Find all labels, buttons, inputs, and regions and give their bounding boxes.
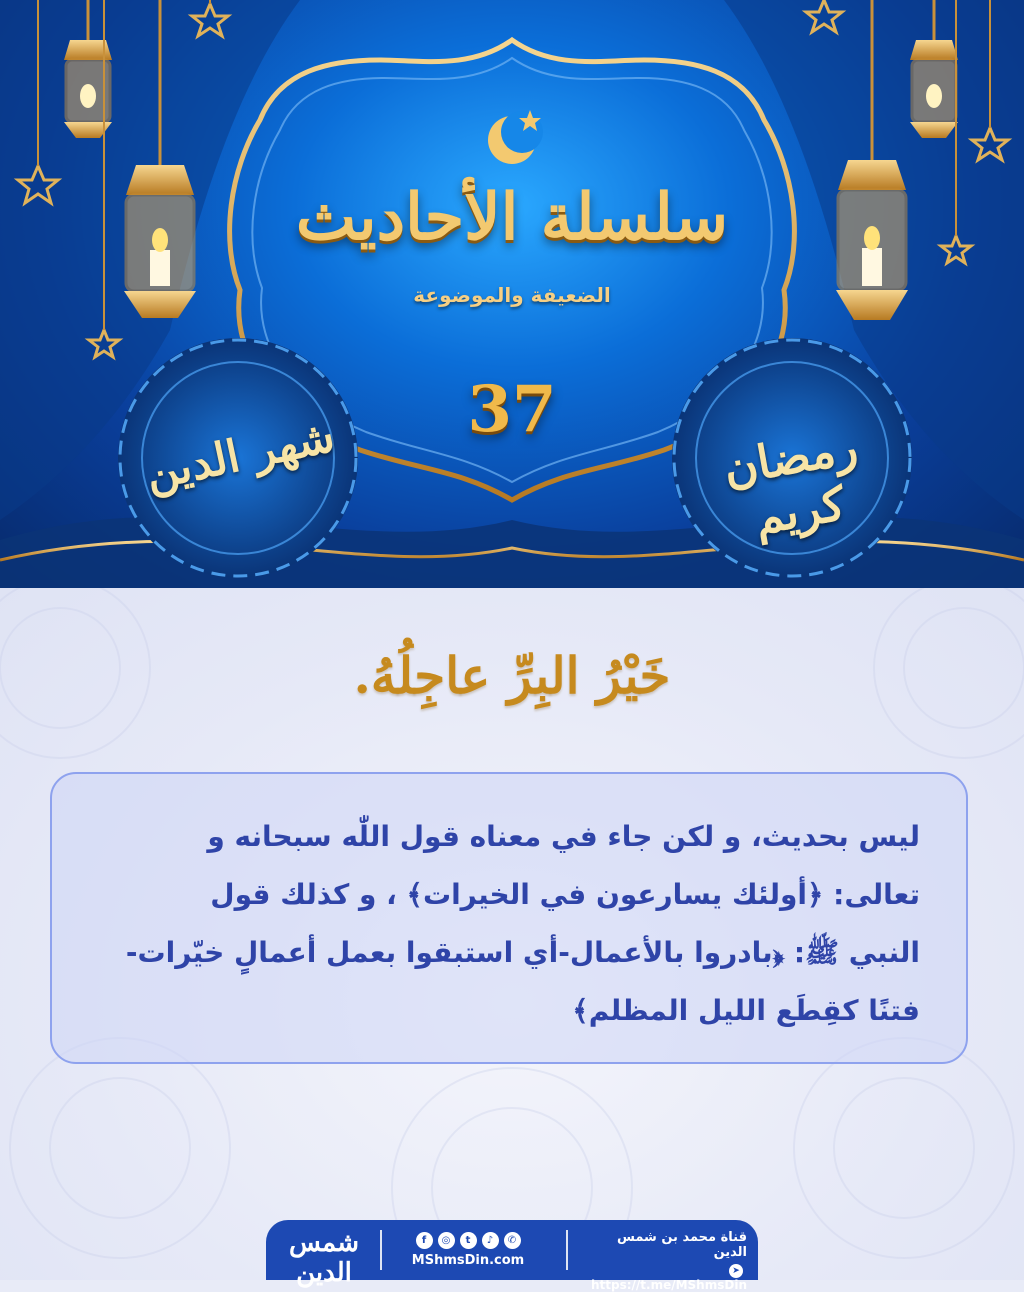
medallion-right-calligraphy: رمضان كريم (719, 419, 862, 546)
footer-divider (380, 1230, 382, 1270)
crescent-icon (488, 110, 543, 164)
twitter-icon[interactable]: t (460, 1232, 477, 1249)
channel-info (582, 1230, 747, 1292)
channel-name: قناة محمد بن شمس الدين (616, 1230, 747, 1260)
website-link[interactable]: MShmsDin.com (411, 1253, 525, 1268)
explanation-box (50, 772, 968, 1064)
header-banner (0, 0, 1024, 588)
footer-bar (266, 1220, 758, 1292)
telegram-icon: ➤ (729, 1264, 743, 1278)
social-links (403, 1232, 533, 1268)
telegram-url[interactable]: https://t.me/MShmsDin (590, 1277, 747, 1292)
channel-logo: شمس الدين (289, 1228, 359, 1288)
explanation-line: النبي ﷺ: ﴿بادروا بالأعمال-أي استبقوا بعمل أعمالٍ خيّرات- (125, 936, 920, 969)
facebook-icon[interactable]: f (416, 1232, 433, 1249)
series-title: سلسلة الأحاديث (295, 180, 729, 255)
explanation-line: فتنًا كقِطَع الليل المظلم﴾ (572, 994, 920, 1027)
explanation-line: ليس بحديث، و لكن جاء في معناه قول اللّٰه سبحانه و (207, 820, 920, 853)
tiktok-icon[interactable]: ♪ (482, 1232, 499, 1249)
hadith-title: خَيْرُ البِرِّ عاجِلُهُ. (353, 646, 671, 705)
footer-divider (566, 1230, 568, 1270)
series-subtitle: الضعيفة والموضوعة (413, 283, 611, 307)
telegram-link[interactable] (582, 1263, 747, 1292)
instagram-icon[interactable]: ◎ (438, 1232, 455, 1249)
explanation-line: تعالى: ﴿أولئك يسارعون في الخيرات﴾ ، و كذلك قول (210, 878, 920, 911)
medallion-left-calligraphy: شهر الدين (141, 410, 339, 501)
episode-number: 37 (467, 372, 557, 447)
whatsapp-icon[interactable]: ✆ (504, 1232, 521, 1249)
